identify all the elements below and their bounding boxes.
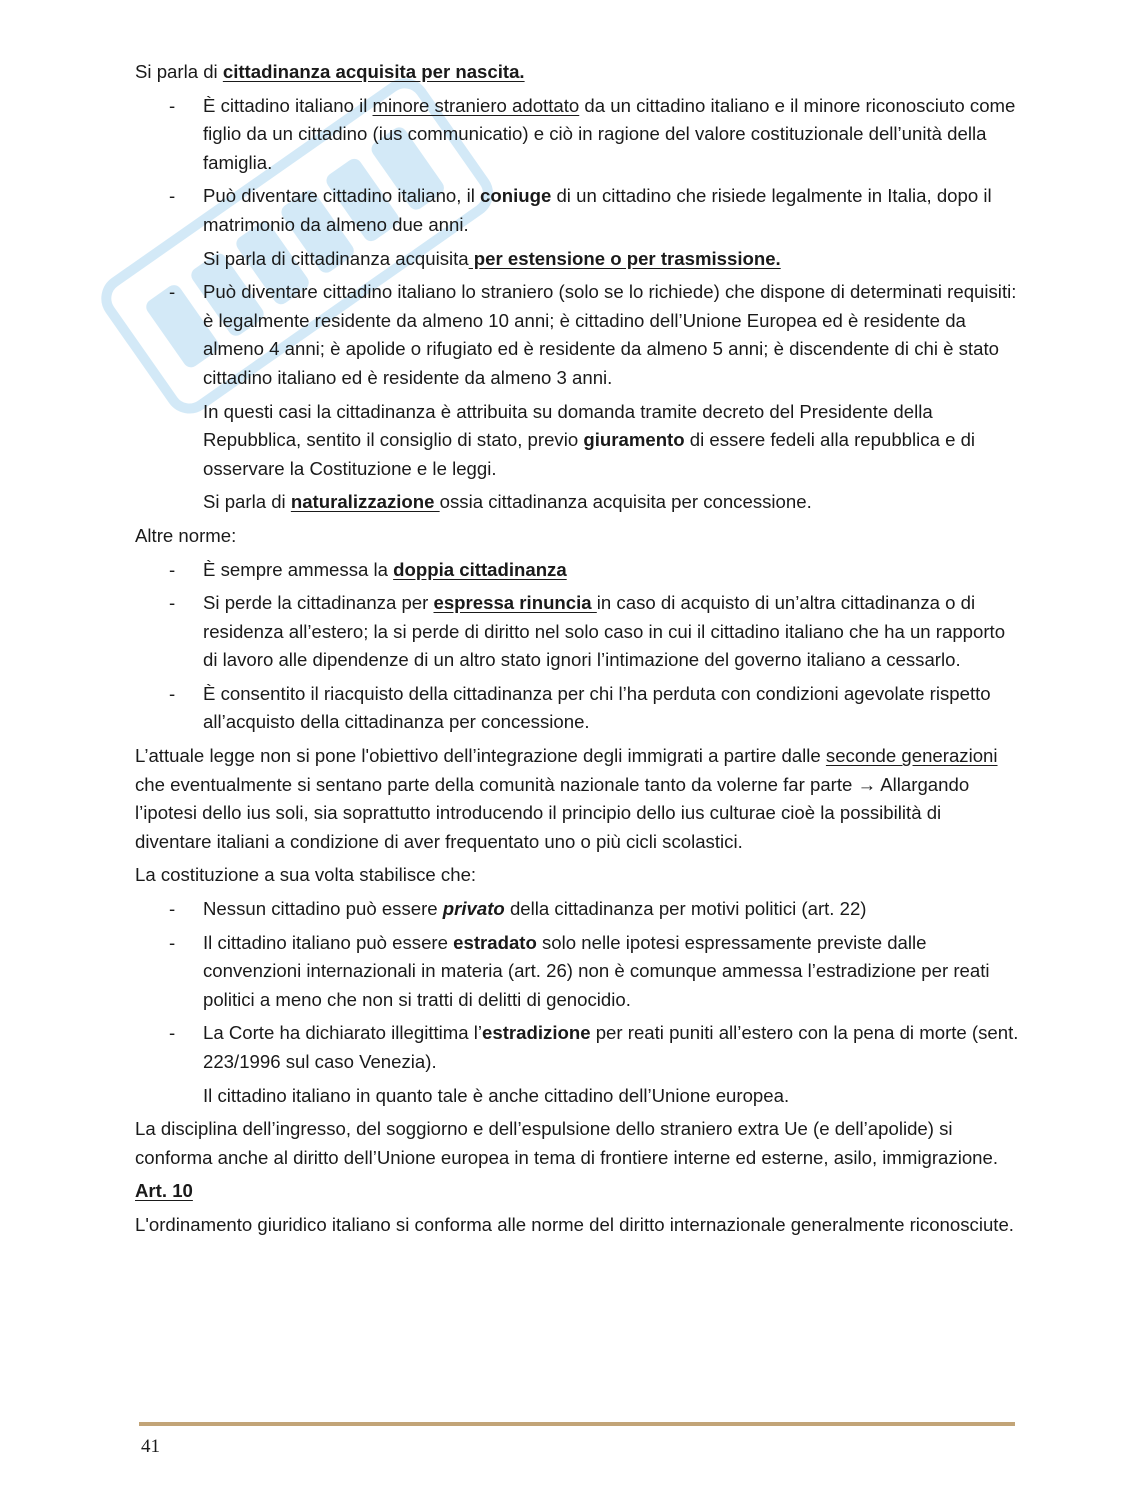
heading-art-10: Art. 10: [135, 1180, 193, 1202]
paragraph-altre-norme: Altre norme:: [135, 524, 237, 546]
indented-paragraph: Il cittadino italiano in quanto tale è anche cittadino dell’Unione europea.: [203, 1084, 790, 1106]
paragraph-costituzione: La costituzione a sua volta stabilisce che:: [135, 864, 477, 886]
list-item: - La Corte ha dichiarato illegittima l’estradizione per reati puniti all’estero con la pena di morte (sent. 223/1996 sul caso Venezia).: [135, 1019, 1020, 1076]
list-item: - Può diventare cittadino italiano, il coniuge di un cittadino che risiede legalmente in Italia, dopo il matrimonio da almeno due anni.: [135, 182, 1020, 239]
footer-divider: [139, 1422, 1015, 1426]
list-item: - È sempre ammessa la doppia cittadinanza: [135, 556, 1020, 585]
term-privato: privato: [442, 898, 505, 920]
paragraph-disciplina: La disciplina dell’ingresso, del soggiorno e dell’espulsione dello straniero extra Ue (e dell’apolide) si conforma anche al diritto dell’Unione europea in tema di frontiere interne ed esterne, asilo, immigrazione.: [135, 1118, 999, 1168]
bullet-dash: -: [169, 931, 176, 953]
term-seconde-generazioni: seconde generazioni: [825, 745, 998, 767]
bullet-dash: -: [169, 592, 176, 614]
term-estradato: estradato: [453, 931, 537, 953]
list-item: - È consentito il riacquisto della cittadinanza per chi l’ha perduta con condizioni agevolate rispetto all’acquisto della cittadinanza per concessione.: [135, 680, 1020, 737]
bullet-dash: -: [169, 1022, 176, 1044]
bullet-dash: -: [169, 682, 176, 704]
term-cittadinanza-nascita: cittadinanza acquisita per nascita.: [222, 61, 525, 82]
document-page: [135, 58, 1020, 1245]
list-item: - Il cittadino italiano può essere estradato solo nelle ipotesi espressamente previste dalle convenzioni internazionali in materia (art. 26) non è comunque ammessa l’estradizione per reati politici a meno che non si tratti di delitti di genocidio.: [135, 929, 1020, 1015]
paragraph-ordinamento: L'ordinamento giuridico italiano si conforma alle norme del diritto internazionale generalmente riconosciute.: [135, 1213, 1014, 1235]
list-item: - Si perde la cittadinanza per espressa rinuncia in caso di acquisto di un’altra cittadinanza o di residenza all’estero; la si perde di diritto nel solo caso in cui il cittadino italiano che ha un rapporto di lavoro alle dipendenze di un altro stato ignori l’intimazione del governo italiano a cessarlo.: [135, 589, 1020, 675]
list-item: - È cittadino italiano il minore straniero adottato da un cittadino italiano e il minore riconosciuto come figlio da un cittadino (ius communicatio) e ciò in ragione del valore costituzionale dell’unità della famiglia.: [135, 92, 1020, 178]
indented-paragraph: In questi casi la cittadinanza è attribuita su domanda tramite decreto del Presidente della Repubblica, sentito il consiglio di stato, previo giuramento di essere fedeli alla repubblica e di osservare la Costituzione e le leggi.: [203, 400, 976, 479]
list-item: - Può diventare cittadino italiano lo straniero (solo se lo richiede) che dispone di determinati requisiti: è legalmente residente da almeno 10 anni; è cittadino dell’Unione Europea ed è residente da almeno 4 anni; è apolide o rifugiato ed è residente da almeno 5 anni; è discendente di chi è stato cittadino italiano ed è residente da almeno 3 anni.: [135, 278, 1020, 392]
term-minore-adottato: minore straniero adottato: [372, 94, 580, 116]
term-giuramento: giuramento: [583, 429, 685, 451]
list-item: - Nessun cittadino può essere privato della cittadinanza per motivi politici (art. 22): [135, 895, 1020, 924]
term-estradizione: estradizione: [482, 1022, 591, 1044]
bullet-dash: -: [169, 898, 176, 920]
bullet-dash: -: [169, 558, 176, 580]
term-doppia-cittadinanza: doppia cittadinanza: [393, 558, 567, 580]
term-espressa-rinuncia: espressa rinuncia: [433, 592, 597, 614]
indented-paragraph: Si parla di naturalizzazione ossia cittadinanza acquisita per concessione.: [203, 491, 812, 513]
page-number: 41: [141, 1436, 160, 1457]
paragraph-attuale-legge: L’attuale legge non si pone l'obiettivo dell’integrazione degli immigrati a partire dalle seconde generazioni che eventualmente si sentano parte della comunità nazionale tanto da volerne far parte → Allargando l’ipotesi dello ius soli, sia soprattutto introducendo il principio dello ius culturae cioè la possibilità di diventare italiani a condizione di aver frequentato uno o più cicli scolastici.: [135, 745, 998, 852]
bullet-dash: -: [169, 281, 176, 303]
term-estensione: per estensione o per trasmissione.: [468, 247, 781, 269]
indented-paragraph: Si parla di cittadinanza acquisita per estensione o per trasmissione.: [203, 247, 781, 269]
bullet-dash: -: [169, 94, 176, 116]
paragraph-nascita: Si parla di cittadinanza acquisita per nascita.: [135, 61, 525, 82]
term-coniuge: coniuge: [480, 185, 552, 207]
term-naturalizzazione: naturalizzazione: [290, 491, 440, 513]
bullet-dash: -: [169, 185, 176, 207]
